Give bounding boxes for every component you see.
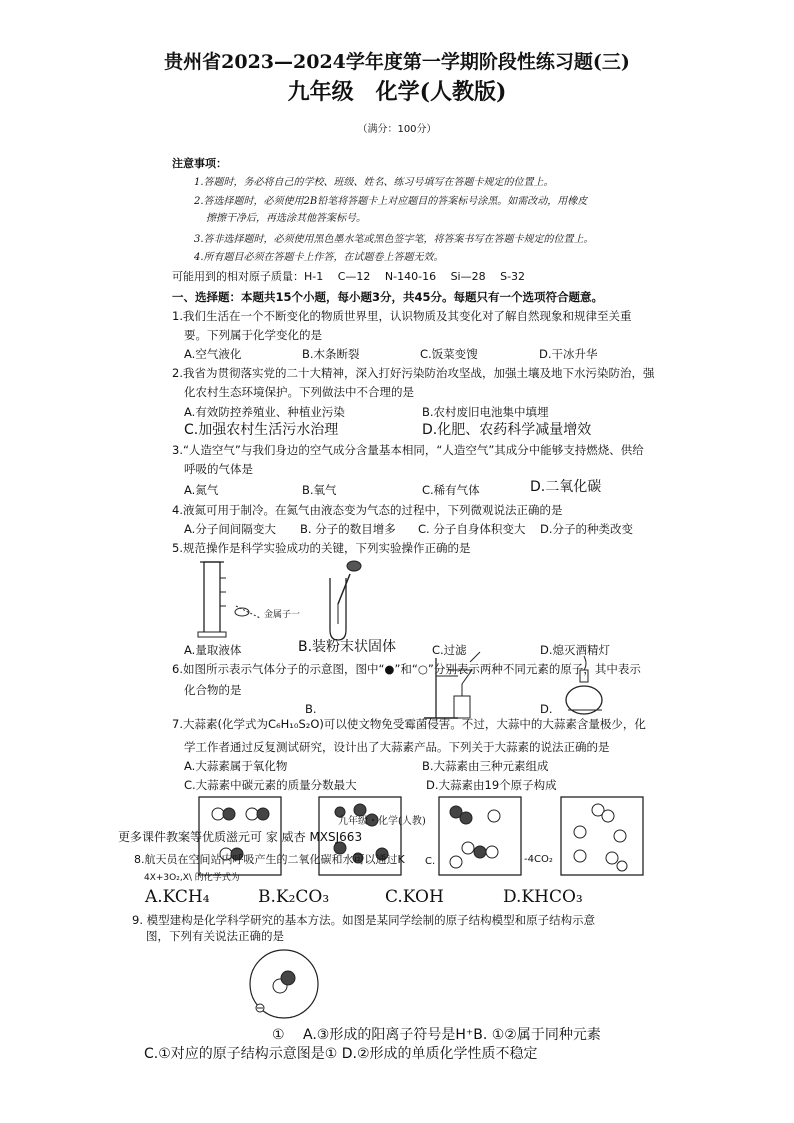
question-2-option-a: A.有效防控养殖业、种植业污染 bbox=[184, 405, 345, 419]
question-8-option-b: B.K₂CO₃ bbox=[258, 887, 330, 907]
question-4-stem: 4.液氮可用于制冷。在氮气由液态变为气态的过程中，下列微观说法正确的是 bbox=[172, 503, 563, 517]
question-1-option-b: B.木条断裂 bbox=[302, 347, 360, 361]
question-7-option-b: B.大蒜素由三种元素组成 bbox=[422, 759, 549, 773]
question-2-stem: 2.我省为贯彻落实党的二十大精神，深入打好污染防治攻坚战，加强土壤及地下水污染防治，强 bbox=[172, 366, 655, 380]
question-5-option-b: B.装粉末状固体 bbox=[298, 639, 397, 655]
question-6-stem: 化合物的是 bbox=[184, 683, 242, 697]
exam-title: 贵州省2023—2024学年度第一学期阶段性练习题(三) bbox=[164, 51, 630, 73]
question-7-option-a: A.大蒜素属于氧化物 bbox=[184, 759, 288, 773]
question-4-option-a: A.分子间间隔变大 bbox=[184, 522, 276, 536]
molecule-box-d bbox=[560, 796, 644, 876]
question-3-option-c: C.稀有气体 bbox=[422, 483, 480, 497]
question-3-stem: 呼吸的气体是 bbox=[184, 462, 253, 476]
figure-label: 金属子一 bbox=[264, 610, 301, 620]
question-7-stem: 学工作者通过反复测试研究，设计出了大蒜素产品。下列关于大蒜素的说法正确的是 bbox=[184, 740, 610, 754]
filtration-apparatus-figure bbox=[418, 650, 494, 722]
question-2-option-c: C.加强农村生活污水治理 bbox=[184, 422, 339, 438]
question-1-option-a: A.空气液化 bbox=[184, 347, 242, 361]
atomic-mass-line: 可能用到的相对原子质量：H-1 C—12 N-140-16 Si—28 S-32 bbox=[172, 270, 526, 283]
full-score: （满分：100分） bbox=[357, 124, 437, 135]
question-5-stem: 5.规范操作是科学实验成功的关键，下列实验操作正确的是 bbox=[172, 541, 471, 555]
question-1-stem: 要。下列属于化学变化的是 bbox=[184, 328, 322, 342]
question-9-stem: 9. 模型建构是化学科学研究的基本方法。如图是某同学绘制的原子结构模型和原子结构示意 bbox=[132, 913, 596, 927]
note-item: 4.所有题目必须在答题卡上作答，在试题卷上答题无效。 bbox=[194, 252, 444, 263]
question-3-option-b: B.氧气 bbox=[302, 483, 337, 497]
question-8-option-a: A.KCH₄ bbox=[145, 887, 210, 907]
grade-overlay-label: 九年级・化学(人教) bbox=[338, 816, 426, 827]
question-6-stem: 6.如图所示表示气体分子的示意图，图中“●”和“○”分别表示两种不同元素的原子，其中表示 bbox=[172, 662, 641, 676]
question-8-equation: 4X+3O₂,X\ 的化学式为 bbox=[144, 873, 240, 883]
exam-subtitle: 九年级 化学(人教版) bbox=[287, 79, 507, 105]
question-1-option-c: C.饭菜变馊 bbox=[420, 347, 478, 361]
question-5-option-c: C.过滤 bbox=[432, 643, 467, 657]
note-item: 3.答非选择题时，必须使用黑色墨水笔或黑色签字笔，将答案书写在答题卡规定的位置上。 bbox=[194, 234, 594, 245]
test-tube-figure bbox=[316, 554, 376, 644]
question-4-option-c: C. 分子自身体积变大 bbox=[418, 522, 526, 536]
section-heading: 一、选择题：本题共15个小题，每小题3分，共45分。每题只有一个选项符合题意。 bbox=[172, 290, 604, 304]
note-item: 2.答选择题时，必须使用2B铅笔将答题卡上对应题目的答案标号涂黑。如需改动，用橡皮 bbox=[194, 196, 588, 207]
box-c-label: C. bbox=[425, 856, 436, 867]
question-9-line-1: ① A.③形成的阳离子符号是H⁺B. ①②属于同种元素 bbox=[272, 1027, 601, 1043]
question-3-option-a: A.氮气 bbox=[184, 483, 219, 497]
question-7-option-c: C.大蒜素中碳元素的质量分数最大 bbox=[184, 778, 357, 792]
question-5-option-a: A.量取液体 bbox=[184, 643, 242, 657]
question-2-option-b: B.农村废旧电池集中填埋 bbox=[422, 405, 549, 419]
question-2-stem: 化农村生态环境保护。下列做法中不合理的是 bbox=[184, 385, 414, 399]
question-8-stem: 8.航天员在空间站内呼吸产生的二氧化碳和水可以通过K bbox=[134, 853, 405, 866]
question-4-option-b: B. 分子的数目增多 bbox=[300, 522, 396, 536]
question-4-option-d: D.分子的种类改变 bbox=[540, 522, 634, 536]
question-9-stem: 图，下列有关说法正确的是 bbox=[146, 929, 284, 943]
question-1-option-d: D.干冰升华 bbox=[539, 347, 598, 361]
question-7-option-d: D.大蒜素由19个原子构成 bbox=[426, 778, 557, 792]
promo-text: 更多课件教案等优质滋元可 家 威杏 MXSJ663 bbox=[118, 830, 363, 844]
alcohol-lamp-figure bbox=[558, 650, 608, 722]
question-3-option-d: D.二氧化碳 bbox=[530, 479, 602, 495]
question-9-line-2: C.①对应的原子结构示意图是① D.②形成的单质化学性质不稳定 bbox=[144, 1046, 538, 1062]
note-item: 擦擦干净后，再选涂其他答案标号。 bbox=[206, 213, 366, 224]
question-8-option-d: D.KHCO₃ bbox=[503, 887, 583, 907]
question-1-stem: 1.我们生活在一个不断变化的物质世界里，认识物质及其变化对了解自然现象和规律至关重 bbox=[172, 309, 632, 323]
atom-model-figure bbox=[246, 948, 322, 1022]
question-3-stem: 3.“人造空气”与我们身边的空气成分含量基本相同，“人造空气”其成分中能够支持燃烧、供给 bbox=[172, 443, 644, 457]
co2-label: -4CO₂ bbox=[524, 854, 553, 865]
note-item: 1.答题时，务必将自己的学校、班级、姓名、练习号填写在答题卡规定的位置上。 bbox=[194, 177, 554, 188]
question-6-option-b: B. bbox=[305, 702, 317, 716]
question-2-option-d: D.化肥、农药科学减量增效 bbox=[422, 422, 592, 438]
question-8-option-c: C.KOH bbox=[385, 887, 444, 907]
question-7-stem: 7.大蒜素(化学式为C₆H₁₀S₂O)可以使文物免受霉菌侵害。不过，大蒜中的大蒜素含量极少，化 bbox=[172, 717, 646, 731]
question-6-option-d: D. bbox=[540, 702, 553, 716]
notes-heading: 注意事项： bbox=[172, 157, 227, 170]
molecule-box-c bbox=[438, 796, 522, 876]
question-5-option-d: D.熄灭酒精灯 bbox=[540, 643, 611, 657]
